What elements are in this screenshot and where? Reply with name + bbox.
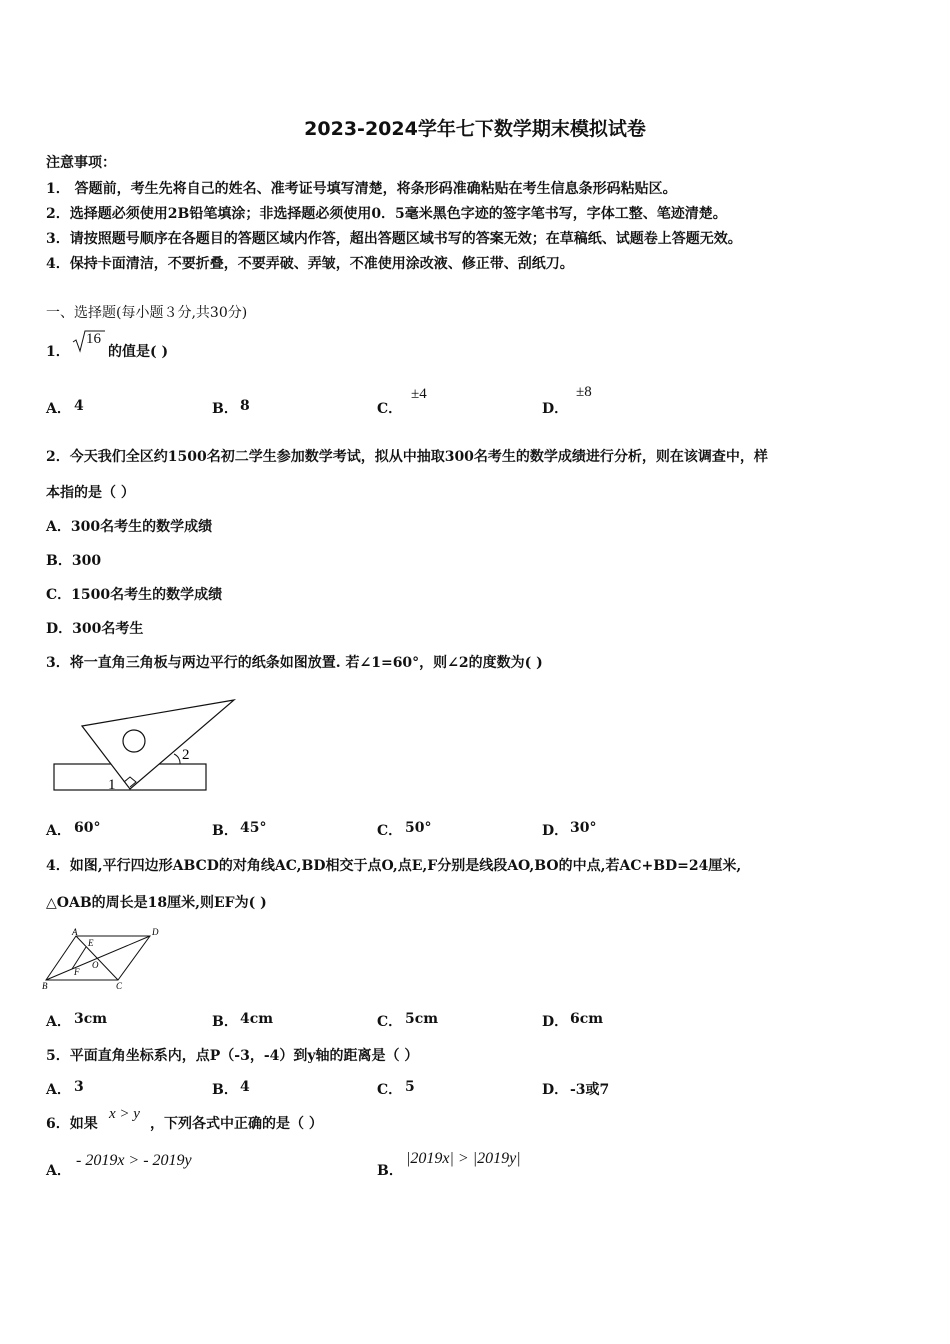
- q1-option-c: ±4: [411, 386, 427, 402]
- q2-option-b: B．300: [46, 553, 102, 569]
- q6-prefix: 6．如果: [46, 1116, 98, 1132]
- q6-option-b: |2019x| > |2019y|: [406, 1150, 521, 1167]
- q1-option-a: 4: [74, 398, 84, 414]
- q1-number: 1．: [46, 344, 70, 360]
- q5-option-c-label: C．: [377, 1082, 403, 1098]
- label-o: O: [92, 960, 99, 970]
- q3-option-a-label: A．: [46, 823, 71, 839]
- q6-option-a: - 2019x > - 2019y: [76, 1152, 192, 1169]
- label-d: D: [152, 927, 159, 937]
- q6-option-b-label: B．: [377, 1163, 403, 1179]
- note-item-1: 1． 答题前，考生先将自己的姓名、准考证号填写清楚，将条形码准确粘贴在考生信息条形码粘贴区。: [46, 181, 677, 197]
- q5-option-d-label: D．: [542, 1082, 569, 1098]
- q2-option-c: C．1500名考生的数学成绩: [46, 587, 223, 603]
- q4-stem-line1: 4．如图,平行四边形ABCD的对角线AC,BD相交于点O,点E,F分别是线段AO,BO的中点,若AC+BD=24厘米,: [46, 858, 742, 874]
- angle-2-arc: [174, 754, 180, 764]
- q3-option-d-label: D．: [542, 823, 569, 839]
- q4-option-c-label: C．: [377, 1014, 403, 1030]
- triangle-ruler: [82, 700, 234, 789]
- q4-figure: [42, 926, 162, 994]
- q4-option-b: 4cm: [240, 1011, 274, 1027]
- q4-option-d: 6cm: [570, 1011, 604, 1027]
- q1-option-b: 8: [240, 398, 250, 414]
- q3-stem: 3．将一直角三角板与两边平行的纸条如图放置. 若∠1=60°，则∠2的度数为( ): [46, 655, 543, 671]
- q1-option-d: ±8: [576, 384, 592, 400]
- q5-option-b-label: B．: [212, 1082, 238, 1098]
- q4-stem-line2: △OAB的周长是18厘米,则EF为( ): [46, 895, 267, 911]
- q2-option-a: A．300名考生的数学成绩: [46, 519, 213, 535]
- q5-option-b: 4: [240, 1079, 250, 1095]
- q2-stem-line2: 本指的是（ ）: [46, 485, 135, 501]
- q1-option-a-label: A．: [46, 401, 71, 417]
- q6-option-a-label: A．: [46, 1163, 71, 1179]
- q4-option-a: 3cm: [74, 1011, 108, 1027]
- note-item-2: 2．选择题必须使用2B铅笔填涂；非选择题必须使用0．5毫米黑色字迹的签字笔书写，字体工整、笔迹清楚。: [46, 206, 727, 222]
- label-b: B: [42, 981, 48, 991]
- q2-stem-line1: 2．今天我们全区约1500名初二学生参加数学考试，拟从中抽取300名考生的数学成绩进行分析，则在该调查中，样: [46, 449, 768, 465]
- q4-option-b-label: B．: [212, 1014, 238, 1030]
- section-heading: 一、选择题(每小题３分,共30分): [46, 305, 248, 321]
- q3-option-c: 50°: [405, 820, 432, 836]
- q1-option-b-label: B．: [212, 401, 238, 417]
- q4-option-a-label: A．: [46, 1014, 71, 1030]
- q3-option-a: 60°: [74, 820, 101, 836]
- q4-option-d-label: D．: [542, 1014, 569, 1030]
- q4-option-c: 5cm: [405, 1011, 439, 1027]
- q6-condition: x > y: [109, 1106, 140, 1122]
- q1-radicand: 16: [86, 331, 101, 347]
- label-f: F: [74, 967, 80, 977]
- angle-2-label: 2: [182, 747, 190, 763]
- label-c: C: [116, 981, 123, 991]
- label-e: E: [88, 938, 94, 948]
- notes-heading: 注意事项：: [46, 155, 116, 171]
- label-a: A: [72, 927, 78, 937]
- q5-option-a-label: A．: [46, 1082, 71, 1098]
- angle-1-label: 1: [108, 777, 116, 793]
- q5-option-d: -3或7: [570, 1082, 610, 1098]
- note-item-4: 4．保持卡面清洁，不要折叠，不要弄破、弄皱，不准使用涂改液、修正带、刮纸刀。: [46, 256, 574, 272]
- q5-stem: 5．平面直角坐标系内，点P（-3，-4）到y轴的距离是（ ）: [46, 1048, 419, 1064]
- q1-option-d-label: D．: [542, 401, 569, 417]
- q6-suffix: ，下列各式中正确的是（ ）: [150, 1116, 323, 1132]
- q5-option-a: 3: [74, 1079, 84, 1095]
- q2-option-d: D．300名考生: [46, 621, 144, 637]
- q3-option-c-label: C．: [377, 823, 403, 839]
- note-item-3: 3．请按照题号顺序在各题目的答题区域内作答，超出答题区域书写的答案无效；在草稿纸、试题卷上答题无效。: [46, 231, 742, 247]
- q3-option-b: 45°: [240, 820, 267, 836]
- q1-stem: 的值是( ): [108, 344, 169, 360]
- q1-option-c-label: C．: [377, 401, 403, 417]
- q5-option-c: 5: [405, 1079, 415, 1095]
- q3-option-d: 30°: [570, 820, 597, 836]
- page-title: 2023-2024学年七下数学期末模拟试卷: [304, 118, 646, 140]
- q3-figure: [46, 690, 246, 800]
- q3-option-b-label: B．: [212, 823, 238, 839]
